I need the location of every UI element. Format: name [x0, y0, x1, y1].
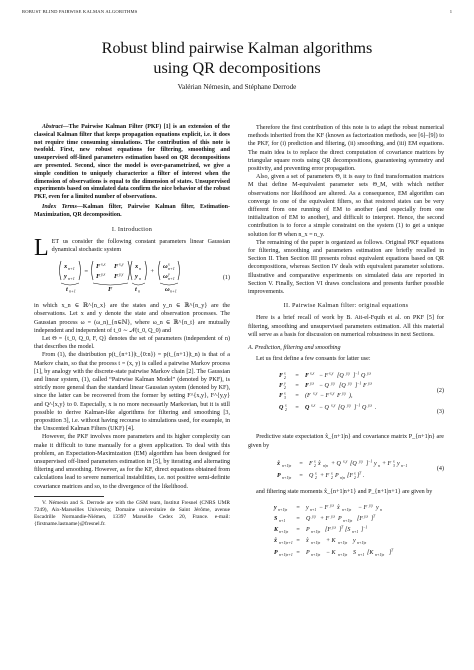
paragraph-filtering: and filtering state moments x̂_{n+1|n+1} and P_{n+1|n+1} are given by [256, 488, 433, 495]
svg-text:y,x: y,x [332, 525, 337, 530]
svg-text:y: y [135, 273, 138, 281]
svg-text:n+1|n: n+1|n [282, 475, 292, 480]
svg-text:(F: (F [305, 393, 311, 400]
paper-title-line-1: Robust blind pairwise Kalman algorithms [101, 39, 373, 57]
svg-text:T: T [391, 548, 394, 553]
svg-text:n+1: n+1 [310, 508, 317, 513]
svg-text:F: F [108, 286, 113, 294]
svg-text:P: P [338, 516, 342, 523]
svg-text:[Q: [Q [338, 405, 345, 412]
svg-text:y: y [64, 273, 67, 281]
svg-text:[Q: [Q [350, 460, 357, 467]
running-head-title: ROBUST BLIND PAIRWISE KALMAN ALGORITHMS [22, 9, 138, 14]
svg-text:y,y: y,y [346, 371, 351, 376]
index-terms [34, 204, 230, 220]
svg-text:+ Q: + Q [331, 460, 341, 467]
svg-text:n+1|n: n+1|n [338, 541, 348, 546]
svg-text:]: ] [361, 527, 364, 534]
svg-text:[F: [F [325, 527, 331, 534]
equation-1 [34, 258, 230, 298]
svg-text:3: 3 [284, 396, 286, 401]
svg-text:=: = [296, 527, 301, 534]
svg-text:Q: Q [309, 472, 314, 479]
svg-text:n+1|n: n+1|n [357, 541, 367, 546]
svg-text:y,x: y,x [101, 271, 106, 277]
svg-text:n+1: n+1 [68, 276, 75, 282]
svg-text:=: = [295, 373, 300, 380]
svg-text:y: y [397, 460, 400, 467]
svg-text:n+1|n: n+1|n [338, 553, 348, 558]
svg-text:x: x [314, 459, 316, 464]
svg-text:n+1|n: n+1|n [342, 508, 352, 513]
equation-5-graphic [266, 501, 426, 561]
svg-text:F: F [305, 373, 310, 380]
svg-text:n|n: n|n [340, 475, 345, 480]
svg-text:y,y: y,y [348, 381, 353, 386]
svg-text:n−1: n−1 [401, 463, 408, 468]
svg-text:+: + [150, 268, 155, 276]
svg-text:n+1|n: n+1|n [311, 553, 321, 558]
svg-text:]: ] [389, 550, 392, 557]
svg-text:x: x [135, 263, 139, 271]
svg-text:t: t [66, 286, 68, 294]
svg-text:n+1: n+1 [279, 519, 286, 524]
svg-text:P: P [306, 550, 310, 557]
svg-text:x: x [393, 459, 395, 464]
svg-text:x̂: x̂ [277, 460, 280, 467]
svg-text:.: . [375, 405, 377, 412]
svg-text:x,y: x,y [331, 403, 336, 408]
svg-text:n+1|n: n+1|n [375, 553, 385, 558]
svg-text:x: x [284, 391, 286, 396]
svg-text:x,y: x,y [313, 391, 318, 396]
equation-3-number: (3) [436, 409, 444, 416]
right-column [248, 124, 444, 566]
svg-text:n+1|n+1: n+1|n+1 [279, 541, 293, 546]
svg-text:F: F [96, 263, 101, 271]
svg-text:+ F: + F [320, 472, 330, 479]
svg-text:n+1|n+1: n+1|n+1 [279, 553, 293, 558]
svg-text:y: y [274, 505, 277, 512]
footnote-rule [34, 496, 104, 497]
equation-2-number: (2) [436, 387, 444, 394]
equations-2-3 [248, 367, 444, 429]
svg-text:F: F [305, 383, 310, 390]
svg-text:n+1|n: n+1|n [282, 463, 292, 468]
paragraph-after-eq1: in which x_n ∈ ℝ^{n_x} are the states and y_n ∈ ℝ^{n_y} are the observations. Let x and y denote the state and observation processes. The Gaussian process ω = (ω_n)_{n∈ℕ}, where ω_n ∈ ℝ^{n_t} are mutually independent and independent of t_0 ∼ 𝒩(t_0, Q_0) and [34, 303, 230, 334]
svg-text:+ F: + F [382, 460, 392, 467]
svg-text:]: ] [371, 516, 374, 523]
svg-text:− Q: − Q [319, 405, 329, 412]
section-heading-introduction: I. Introduction [111, 225, 153, 233]
svg-text:n: n [139, 276, 141, 282]
svg-text:]: ] [354, 405, 357, 412]
svg-text:2: 2 [314, 463, 316, 468]
svg-text:− F: − F [319, 373, 329, 380]
svg-text:n: n [138, 288, 140, 294]
equation-1-graphic [57, 258, 207, 298]
svg-text:x: x [331, 471, 333, 476]
subsection-heading-prediction: A. Prediction, filtering and smoothing [248, 345, 341, 352]
equation-4-graphic [271, 456, 421, 482]
svg-text:T: T [341, 525, 344, 530]
svg-text:3: 3 [393, 463, 395, 468]
svg-text:x̂: x̂ [337, 505, 340, 512]
svg-text:y,x: y,x [310, 381, 315, 386]
svg-text:T: T [359, 471, 362, 476]
paragraph-contribution-1: Therefore the first contribution of this note is to adapt the robust numerical methods inherited from the KF (known as factorization methods, see [6]–[9]) to the PKF, for (i) prediction and filtering, (ii) smoothing, and (iii) EM equations. The main idea is to replace the direct computation of covariance matrices by triangular square roots using QR decompositions, guaranteeing symmetry and positivity, and preventing error propagation. [248, 125, 444, 173]
paragraph-organization: The remaining of the paper is organized as follows. Original PKF equations for filtering, smoothing and parameters estimation are briefly recalled in Section II. Then Section III presents robust equivalent equations based on QR decompositions, whereas Section IV deals with equivalent parameter solutions. Illustrative and comparative experiments on simulated data are reported in Section V. Finally, Section VI draws conclusions and presents further possible improvements. [248, 239, 444, 296]
svg-text:t: t [135, 286, 137, 294]
svg-text:− K: − K [326, 550, 336, 557]
svg-text:y: y [306, 505, 309, 512]
svg-text:[Q: [Q [337, 373, 344, 380]
intro-text-1: ET us consider the following constant parameters linear Gaussian dynamical stochastic system [51, 238, 230, 253]
equation-1-number: (1) [222, 275, 230, 282]
svg-text:y,x: y,x [331, 514, 336, 519]
intro-paragraph-1 [34, 234, 230, 261]
svg-text:]: ] [353, 373, 356, 380]
svg-text:n: n [380, 508, 382, 513]
svg-text:F: F [279, 373, 284, 380]
svg-text:x,y: x,y [330, 391, 335, 396]
svg-text:y,x: y,x [330, 503, 335, 508]
svg-text:2: 2 [284, 376, 286, 381]
authors: Valérian Némesin, and Stéphane Derrode [177, 83, 297, 91]
svg-text:F: F [363, 383, 367, 390]
svg-text:2: 2 [284, 386, 286, 391]
svg-text:=: = [84, 268, 89, 276]
svg-text:[F: [F [347, 472, 353, 479]
svg-text:[S: [S [345, 527, 351, 534]
svg-text:−1: −1 [355, 371, 360, 376]
svg-text:−1: −1 [356, 403, 361, 408]
svg-text:y,x: y,x [364, 514, 369, 519]
svg-text:y,y: y,y [369, 503, 374, 508]
svg-text:]: ] [366, 460, 369, 467]
svg-text:y: y [353, 538, 356, 545]
svg-text:P: P [306, 527, 310, 534]
svg-text:2: 2 [315, 475, 317, 480]
svg-text:y: y [284, 381, 286, 386]
svg-text:[Q: [Q [339, 383, 346, 390]
svg-text:y,y: y,y [119, 271, 124, 277]
svg-text:[K: [K [367, 550, 374, 557]
svg-text:− F: − F [358, 505, 368, 512]
svg-text:=: = [295, 383, 300, 390]
svg-text:n: n [378, 463, 380, 468]
svg-text:x: x [315, 471, 317, 476]
svg-text:n+1: n+1 [170, 288, 177, 294]
svg-text:− F: − F [319, 505, 329, 512]
svg-text:+ K: + K [326, 538, 336, 545]
svg-text:n+1: n+1 [168, 276, 175, 282]
svg-text:=: = [296, 538, 301, 545]
svg-text:− Q: − Q [319, 383, 329, 390]
drop-cap: L [34, 234, 49, 261]
svg-text:y,y: y,y [347, 403, 352, 408]
svg-text:x: x [354, 471, 356, 476]
svg-text:n|n: n|n [323, 463, 328, 468]
svg-text:F: F [309, 460, 313, 467]
paragraph-complexity: However, the PKF involves more parameters and its higher complexity can make it difficult to tune manually for a given application. To deal with this problem, an Expectation-Maximization (EM) algorithm has been designed for unsupervised off-lined parameters estimation in [5], by iterating and alternating filtering and smoothing. However, as for the KF, direct equations obtained from calculations lead to severe numerical instabilities, i.e. not positive semi-definite covariance matrices and so, to the divergence of the likelihood. [34, 434, 230, 490]
svg-text:y,y: y,y [331, 381, 336, 386]
svg-text:K: K [274, 527, 279, 534]
paragraph-predictive: Predictive state expectation x̂_{n+1|n} and covariance matrix P_{n+1|n} are given by [248, 434, 444, 449]
svg-text:x,y: x,y [119, 261, 124, 267]
svg-text:F: F [337, 393, 341, 400]
left-column [34, 124, 230, 528]
svg-text:ω: ω [165, 286, 170, 294]
svg-text:+ F: + F [320, 516, 330, 523]
svg-text:=: = [296, 550, 301, 557]
paragraph-parameters: Let Θ = {t_0, Q_0, F, Q} denotes the set of parameters (independent of n) that describes the model. [34, 335, 230, 351]
svg-text:Q: Q [279, 405, 284, 412]
svg-text:P: P [274, 550, 278, 557]
svg-text:Q: Q [361, 373, 366, 380]
section-heading-pkf: II. Pairwise Kalman filter: original equations [283, 302, 409, 310]
equation-5-block [248, 500, 444, 562]
svg-text:x,y: x,y [343, 459, 348, 464]
svg-text:T: T [373, 514, 376, 519]
svg-text:n+1: n+1 [352, 530, 359, 535]
svg-text:y: y [374, 460, 377, 467]
svg-text:P: P [335, 472, 339, 479]
svg-text:ω: ω [163, 273, 168, 281]
svg-text:x,x: x,x [101, 261, 106, 267]
svg-text:]: ] [339, 527, 342, 534]
svg-text:2: 2 [354, 475, 356, 480]
svg-text:x: x [64, 263, 68, 271]
svg-text:Q: Q [306, 516, 311, 523]
svg-text:n+1|n: n+1|n [278, 508, 288, 513]
svg-text:y,y: y,y [312, 514, 317, 519]
svg-text:F: F [279, 393, 284, 400]
svg-text:n+1|n: n+1|n [343, 519, 353, 524]
svg-text:n+1: n+1 [69, 288, 76, 294]
svg-text:P: P [277, 472, 281, 479]
svg-text:n+1|n: n+1|n [311, 530, 321, 535]
svg-text:ω: ω [163, 263, 168, 271]
svg-text:=: = [295, 393, 300, 400]
svg-text:y,x: y,x [368, 381, 373, 386]
svg-text:n+1: n+1 [68, 266, 75, 272]
svg-text:y,x: y,x [368, 403, 373, 408]
svg-text:=: = [296, 516, 301, 523]
abstract-lead: Abstract [42, 124, 63, 130]
svg-text:x̂: x̂ [306, 538, 309, 545]
abstract-text: —The Pairwise Kalman Filter (PKF) [1] is an extension of the classical Kalman filter that keeps propagation equations explicit, i.e. it does not require time consuming simulations. The contribution of this note is twofold. First, new robust equations for filtering, smoothing and unsupervised off-lined parameters estimation based on QR decompositions are presented. Second, since the model is over-parametrized, we give a simple condition to uniquely characterize a filter of interest when the dimension of observations is equal to the dimension of states. Unsupervised experiments based on simulated data confirm the nice behavior of the robust PKF, even for a limited number of observations. [34, 124, 230, 201]
svg-text:S: S [274, 516, 278, 523]
svg-text:y,y: y,y [342, 391, 347, 396]
svg-text:S: S [353, 550, 356, 557]
paper-title-line-2: using QR decompositions [153, 59, 321, 77]
svg-text:n+1: n+1 [168, 266, 175, 272]
affiliation-footnote: V. Némesin and S. Derrode are with the GSM team, Institut Fresnel (CNRS UMR 7249), Aix-Marseilles University, Domaine universitaire de Saint Jérôme, avenue Escadrille Normandie-Niémen, 13397 Marseille Cedex 20, France. e-mail: {firstname.lastname}@fresnel.fr. [34, 499, 230, 527]
svg-text:F: F [96, 273, 101, 281]
svg-text:−1: −1 [368, 459, 373, 464]
svg-text:x,x: x,x [311, 403, 316, 408]
svg-text:F: F [279, 383, 284, 390]
equation-4-number: (4) [436, 465, 444, 472]
paragraph-constants: Let us first define a few consants for latter use: [256, 356, 371, 363]
svg-text:n+1|n: n+1|n [279, 530, 289, 535]
svg-text:]: ] [357, 472, 360, 479]
index-terms-text: —Kalman filter, Pairwise Kalman filter, Estimation-Maximization, QR decomposition. [34, 203, 231, 218]
svg-text:=: = [299, 472, 304, 479]
svg-text:[F: [F [357, 516, 363, 523]
svg-text:y: y [168, 271, 170, 277]
svg-text:x̂: x̂ [274, 538, 277, 545]
svg-text:x: x [168, 261, 170, 267]
svg-text:=: = [296, 505, 301, 512]
svg-text:x,y: x,y [329, 371, 334, 376]
svg-text:]: ] [355, 383, 358, 390]
svg-text:y,x: y,x [367, 371, 372, 376]
svg-text:x: x [284, 371, 286, 376]
svg-text:n+1|n: n+1|n [311, 541, 321, 546]
svg-text:F: F [114, 273, 119, 281]
paragraph-recall: Here is a brief recall of work by B. Ait-el-Fquih et al. on PKF [5] for filtering, smoothing and unsupervised parameters estimation. All this material will serve as a basis for discussion on numerical robustness in next Sections. [248, 315, 444, 338]
svg-text:.: . [363, 472, 365, 479]
svg-text:n+1: n+1 [358, 553, 365, 558]
page-number: 1 [449, 9, 452, 14]
svg-text:y: y [376, 505, 379, 512]
svg-text:−1: −1 [357, 381, 362, 386]
running-head [22, 9, 452, 17]
equation-4 [248, 454, 444, 484]
svg-text:x̂: x̂ [318, 460, 321, 467]
abstract [34, 124, 230, 202]
svg-text:− F: − F [320, 393, 330, 400]
index-terms-lead: Index Terms [42, 203, 77, 210]
svg-text:2: 2 [285, 408, 287, 413]
svg-text:x,x: x,x [310, 371, 315, 376]
svg-text:x: x [285, 403, 287, 408]
svg-text:2: 2 [331, 475, 333, 480]
svg-text:),: ), [349, 393, 353, 400]
svg-text:−1: −1 [363, 525, 368, 530]
svg-text:y,y: y,y [359, 459, 364, 464]
svg-text:Q: Q [362, 405, 367, 412]
svg-text:F: F [114, 263, 119, 271]
svg-text:n: n [139, 266, 141, 272]
paragraph-contribution-2: Also, given a set of parameters Θ, it is easy to find transformation matrices M that define M-equivalent parameter sets Θ_M, with which neither observations nor likelihood are altered. As a consequence, EM algorithm can converge to one of the equivalent filters, so that restored states can be very different from one running of EM to another (and especially from one initialization of EM to another), and difficult to interpret. Hence, the second contribution is to force a simple constraint on the system (1) to get a unique solution for Θ when n_x = n_y. [248, 174, 444, 238]
paragraph-markov: From (1), the distribution p(t_{n+1}|t_{0:n}) = p(t_{n+1}|t_n) is that of a Markov chain, so that the process t = (x, y) is called a pairwise Markov process [1], by analogy with the discrete-state pairwise Markov chain [2]. The Gaussian and linear system, (1), called “Pairwise Kalman Model” (denoted by PKF), is strictly more general than the standard linear Gaussian system (denoted by KF), since the latter can be recovered from the former by setting F^{x,y}, F^{y,y} and Q^{x,y} to 0. Especially, x is no more necessarily Markovian, but it is still possible to derive Kalman-like algorithms for filtering and smoothing [3, proposition 3], i.e. without having recourse to simulations used, for example, in the Unscented Kalman Filters (UKF) [4]. [34, 352, 230, 433]
svg-text:Q: Q [305, 405, 310, 412]
svg-text:=: = [299, 460, 304, 467]
title-block [40, 38, 434, 91]
svg-text:=: = [295, 405, 300, 412]
equations-2-3-graphic [271, 368, 421, 428]
